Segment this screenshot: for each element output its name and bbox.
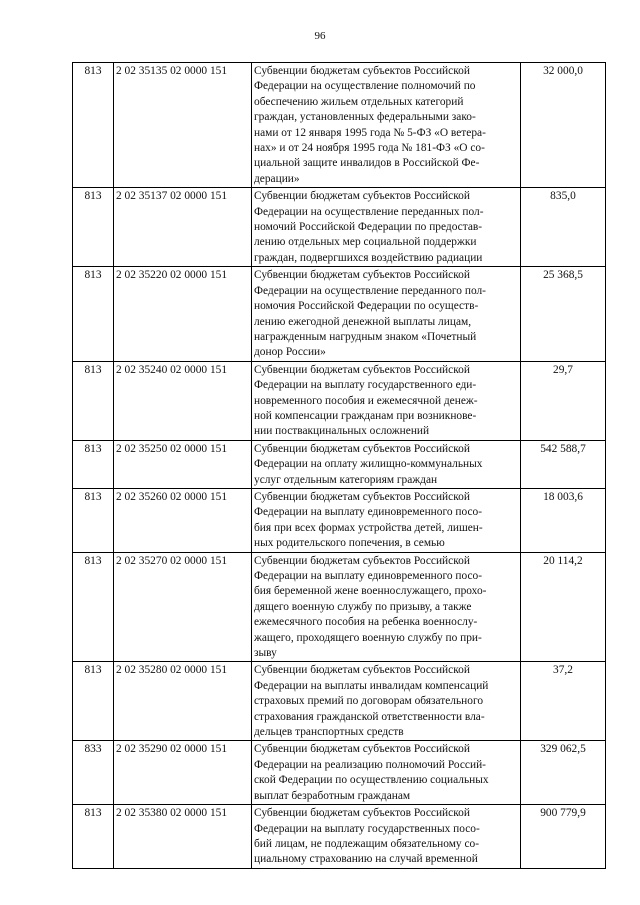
amount-cell: 18 003,6 <box>521 488 606 552</box>
description-line: Субвенции бюджетам субъектов Российской <box>254 442 470 455</box>
description-cell <box>252 440 521 488</box>
description-line: граждан, подвергшихся воздействию радиации <box>254 251 483 264</box>
admin-code-cell: 833 <box>73 741 114 805</box>
classification-code-cell: 2 02 35240 02 0000 151 <box>114 361 252 440</box>
description-cell <box>252 188 521 267</box>
amount-cell: 329 062,5 <box>521 741 606 805</box>
description-line: новременного пособия и ежемесячной денеж- <box>254 394 478 407</box>
admin-code-cell: 813 <box>73 805 114 869</box>
description-line: Федерации на выплату государственного еди- <box>254 379 477 392</box>
description-line: циальному страхованию на случай временной <box>254 853 478 866</box>
description-cell <box>252 805 521 869</box>
admin-code-cell: 813 <box>73 662 114 741</box>
description-cell <box>252 552 521 662</box>
table-row <box>73 440 606 488</box>
description-line: обеспечению жильем отдельных категорий <box>254 95 464 108</box>
description-line: услуг отдельным категориям граждан <box>254 473 438 486</box>
description-line: Федерации на выплату государственных посо- <box>254 822 480 835</box>
description-line: дящего военную службу по призыву, а также <box>254 600 472 613</box>
classification-code-cell: 2 02 35220 02 0000 151 <box>114 267 252 361</box>
amount-cell: 20 114,2 <box>521 552 606 662</box>
description-line: страховых премий по договорам обязательного <box>254 695 484 708</box>
description-line: лению ежегодной денежной выплаты лицам, <box>254 315 472 328</box>
description-line: ской Федерации по осуществлению социальных <box>254 774 489 787</box>
description-line: Федерации на выплату единовременного посо- <box>254 570 483 582</box>
description-line: Субвенции бюджетам субъектов Российской <box>254 490 470 503</box>
table-row <box>73 188 606 267</box>
classification-code-cell: 2 02 35250 02 0000 151 <box>114 440 252 488</box>
description-line: зыву <box>254 647 277 660</box>
admin-code-cell: 813 <box>73 552 114 662</box>
description-line: Федерации на осуществление полномочий по <box>254 80 476 93</box>
classification-code-cell: 2 02 35135 02 0000 151 <box>114 63 252 188</box>
description-line: Федерации на осуществление переданных пол- <box>254 205 484 218</box>
description-line: Федерации на реализацию полномочий Россий- <box>254 758 486 771</box>
amount-cell: 542 588,7 <box>521 440 606 488</box>
description-line: Субвенции бюджетам субъектов Российской <box>254 363 470 376</box>
admin-code-cell: 813 <box>73 361 114 440</box>
table-row <box>73 662 606 741</box>
admin-code-cell: 813 <box>73 188 114 267</box>
description-line: циальной защите инвалидов в Российской Фе- <box>254 157 480 170</box>
description-line: Субвенции бюджетам субъектов Российской <box>254 65 470 77</box>
classification-code-cell: 2 02 35137 02 0000 151 <box>114 188 252 267</box>
description-line: Субвенции бюджетам субъектов Российской <box>254 554 470 567</box>
admin-code-cell: 813 <box>73 488 114 552</box>
description-line: номочия Российской Федерации по осуществ- <box>254 300 479 313</box>
description-line: нии поствакцинальных осложнений <box>254 425 430 438</box>
description-cell <box>252 488 521 552</box>
description-line: Субвенции бюджетам субъектов Российской <box>254 743 470 756</box>
description-cell <box>252 662 521 741</box>
amount-cell: 900 779,9 <box>521 805 606 869</box>
description-line: ных родительского попечения, в семью <box>254 537 445 550</box>
classification-code-cell: 2 02 35380 02 0000 151 <box>114 805 252 869</box>
admin-code-cell: 813 <box>73 63 114 188</box>
description-cell <box>252 361 521 440</box>
table-row <box>73 488 606 552</box>
table-row <box>73 63 606 188</box>
description-line: Федерации на выплаты инвалидам компенсаций <box>254 679 489 692</box>
description-line: Федерации на оплату жилищно-коммунальных <box>254 458 483 471</box>
admin-code-cell: 813 <box>73 267 114 361</box>
amount-cell: 29,7 <box>521 361 606 440</box>
description-line: дерации» <box>254 172 300 185</box>
amount-cell: 32 000,0 <box>521 63 606 188</box>
table-row <box>73 741 606 805</box>
description-line: жащего, проходящего военную службу по при- <box>254 631 482 644</box>
description-cell <box>252 741 521 805</box>
admin-code-cell: 813 <box>73 440 114 488</box>
description-line: Субвенции бюджетам субъектов Российской <box>254 190 470 203</box>
description-line: граждан, установленных федеральными зако- <box>254 111 476 124</box>
amount-cell: 37,2 <box>521 662 606 741</box>
description-line: Субвенции бюджетам субъектов Российской <box>254 664 470 677</box>
page-number: 96 <box>314 30 326 42</box>
budget-table <box>72 62 606 869</box>
description-line: Федерации на осуществление переданного пол- <box>254 284 486 297</box>
description-cell <box>252 267 521 361</box>
table-row <box>73 267 606 361</box>
description-line: выплат безработным гражданам <box>254 789 411 802</box>
classification-code-cell: 2 02 35290 02 0000 151 <box>114 741 252 805</box>
description-line: бия беременной жене военнослужащего, прохо- <box>254 585 487 598</box>
description-line: нами от 12 января 1995 года № 5-ФЗ «О ветера- <box>254 126 486 139</box>
amount-cell: 835,0 <box>521 188 606 267</box>
description-line: дельцев транспортных средств <box>254 726 404 739</box>
description-line: бий лицам, не подлежащим обязательному со- <box>254 837 480 850</box>
description-line: донор России» <box>254 346 326 359</box>
table-row <box>73 805 606 869</box>
classification-code-cell: 2 02 35280 02 0000 151 <box>114 662 252 741</box>
description-line: Субвенции бюджетам субъектов Российской <box>254 269 470 282</box>
description-cell <box>252 63 521 188</box>
classification-code-cell: 2 02 35260 02 0000 151 <box>114 488 252 552</box>
description-line: лению отдельных мер социальной поддержки <box>254 236 477 249</box>
description-line: нах» и от 24 ноября 1995 года № 181-ФЗ «О со- <box>254 142 485 155</box>
description-line: ной компенсации гражданам при возникнове- <box>254 409 477 422</box>
description-line: бия при всех формах устройства детей, лишен- <box>254 521 483 534</box>
description-line: Федерации на выплату единовременного посо- <box>254 506 483 519</box>
description-line: Субвенции бюджетам субъектов Российской <box>254 807 470 820</box>
description-line: номочий Российской Федерации по предостав- <box>254 221 483 234</box>
amount-cell: 25 368,5 <box>521 267 606 361</box>
description-line: страхования гражданской ответственности вла- <box>254 710 485 723</box>
classification-code-cell: 2 02 35270 02 0000 151 <box>114 552 252 662</box>
description-line: ежемесячного пособия на ребенка военнослу- <box>254 616 478 629</box>
table-row <box>73 361 606 440</box>
budget-table-body <box>73 63 606 869</box>
description-line: награжденным нагрудным знаком «Почетный <box>254 330 477 343</box>
table-row <box>73 552 606 662</box>
